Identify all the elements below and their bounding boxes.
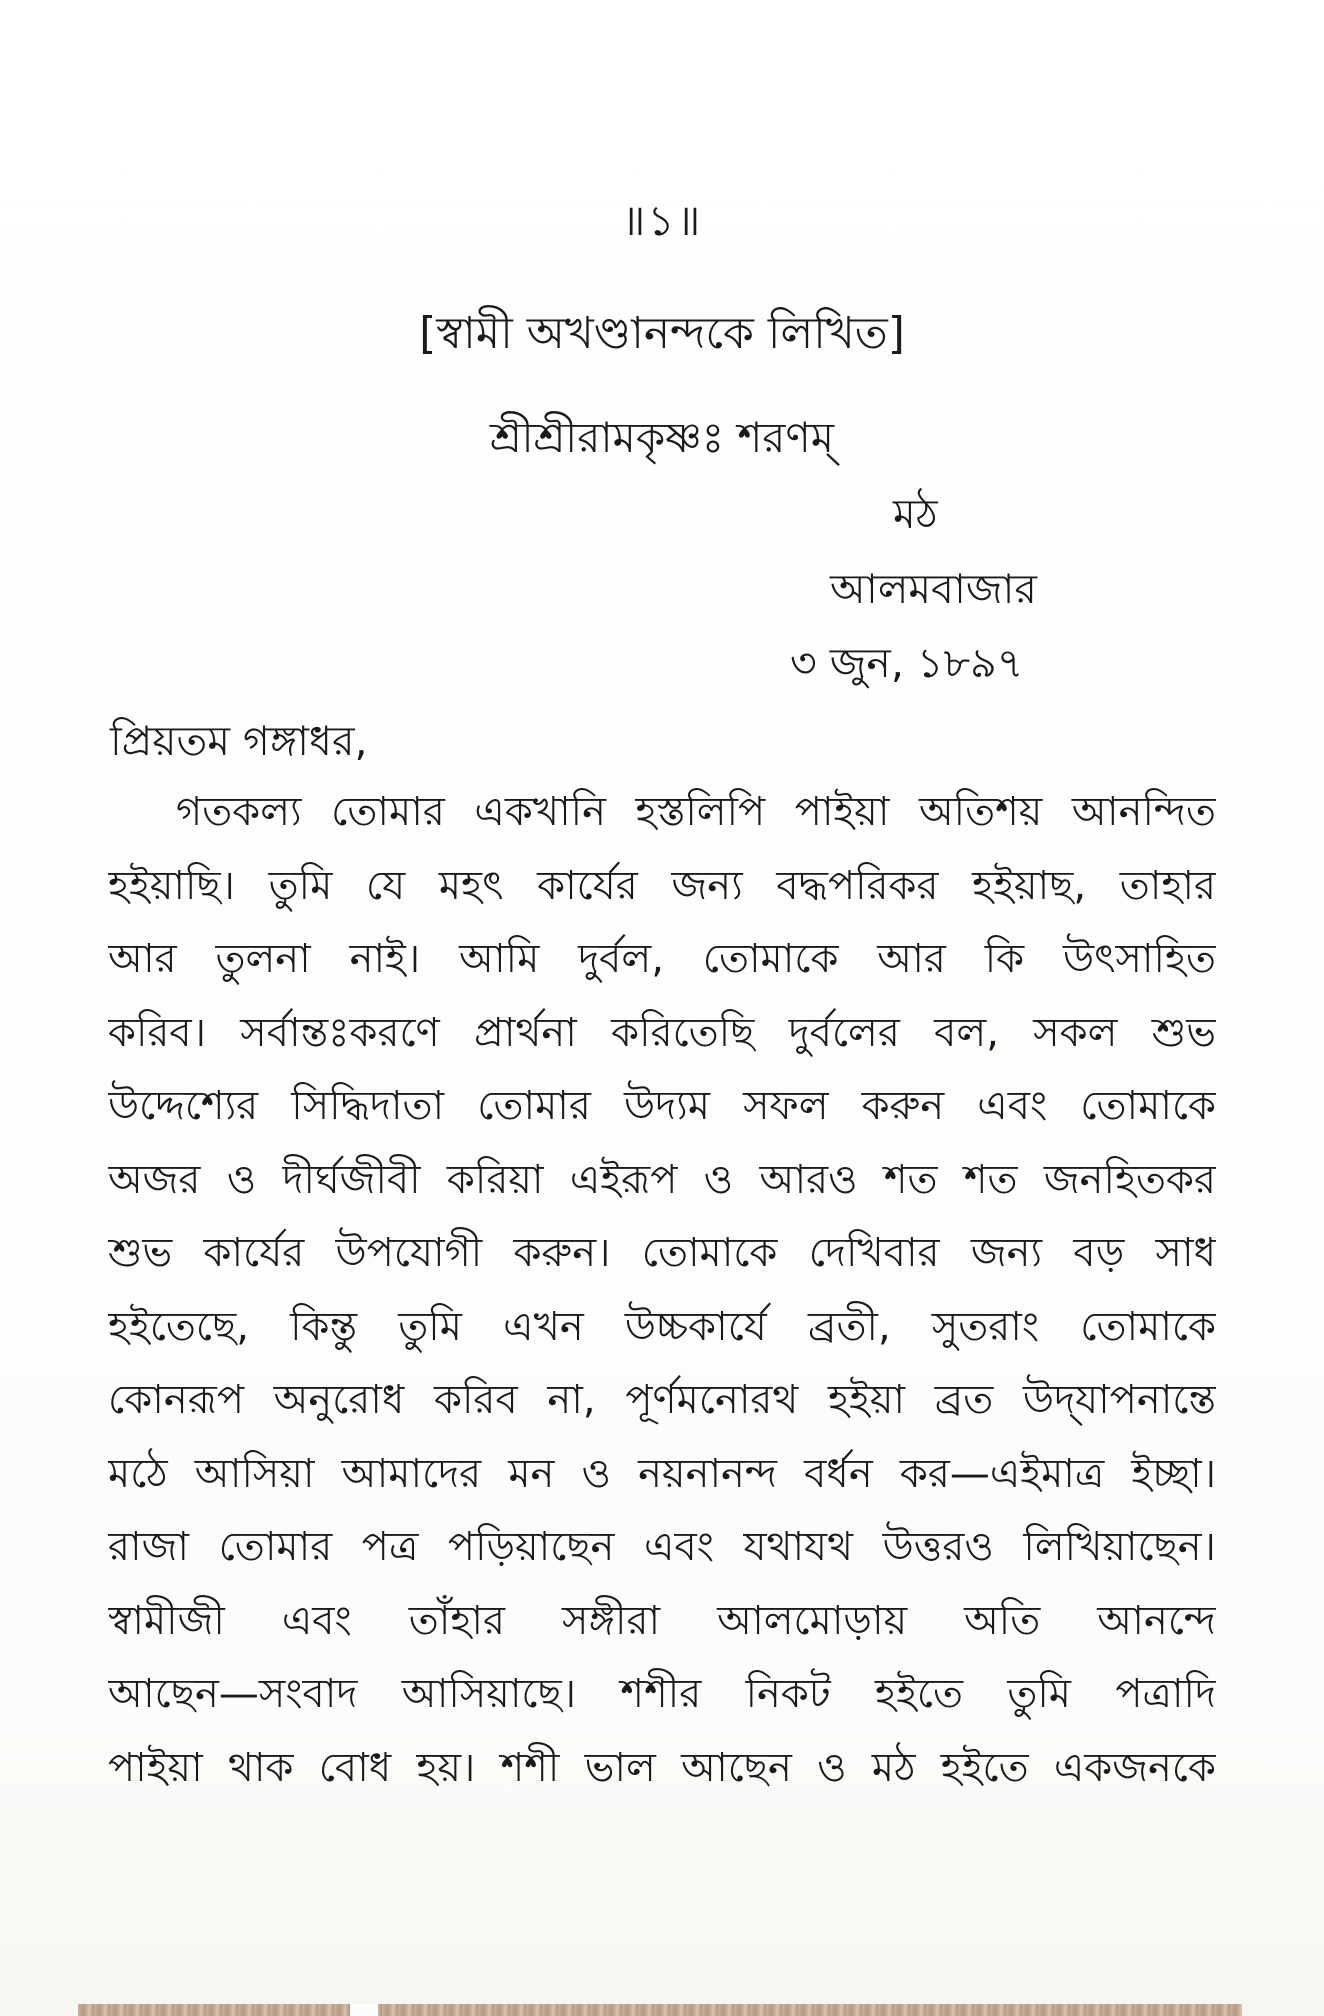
body-line: কোনরূপ অনুরোধ করিব না, পূর্ণমনোরথ হইয়া ব্রত উদ্‌যাপনান্তে [108, 1377, 1216, 1423]
body-line: স্বামীজী এবং তাঁহার সঙ্গীরা আলমোড়ায় অতি আনন্দে [108, 1597, 1216, 1644]
body-line: হইয়াছি। তুমি যে মহৎ কার্যের জন্য বদ্ধপরিকর হইয়াছ, তাহার [108, 862, 1216, 909]
letter-number: ॥১॥ [621, 196, 703, 245]
address-locality: আলমবাজার [830, 565, 1037, 613]
page-bottom-edge [78, 2004, 1242, 2016]
letter-body [108, 776, 1216, 1805]
body-line: উদ্দেশ্যের সিদ্ধিদাতা তোমার উদ্যম সফল করুন এবং তোমাকে [108, 1083, 1216, 1129]
recipient-note: [স্বামী অখণ্ডানন্দকে লিখিত] [419, 308, 905, 359]
body-line: গতকল্য তোমার একখানি হস্তলিপি পাইয়া অতিশয় আনন্দিত [176, 789, 1216, 835]
body-line: রাজা তোমার পত্র পড়িয়াছেন এবং যথাযথ উত্তরও লিখিয়াছেন। [108, 1524, 1216, 1570]
page-edge-gap [350, 2004, 378, 2016]
body-line: অজর ও দীর্ঘজীবী করিয়া এইরূপ ও আরও শত শত জনহিতকর [108, 1156, 1216, 1203]
body-line: করিব। সর্বান্তঃকরণে প্রার্থনা করিতেছি দুর্বলের বল, সকল শুভ [108, 1009, 1216, 1056]
body-line: পাইয়া থাক বোধ হয়। শশী ভাল আছেন ও মঠ হইতে একজনকে [108, 1744, 1216, 1791]
salutation: প্রিয়তম গঙ্গাধর, [110, 717, 368, 765]
body-line: আর তুলনা নাই। আমি দুর্বল, তোমাকে আর কি উৎসাহিত [108, 936, 1216, 982]
address-place: মঠ [893, 490, 938, 538]
body-line: মঠে আসিয়া আমাদের মন ও নয়নানন্দ বর্ধন কর—এইমাত্র ইচ্ছা। [108, 1450, 1216, 1497]
letter-date: ৩ জুন, ১৮৯৭ [790, 639, 1024, 687]
body-line: আছেন—সংবাদ আসিয়াছে। শশীর নিকট হইতে তুমি পত্রাদি [108, 1671, 1216, 1717]
body-line: হইতেছে, কিন্তু তুমি এখন উচ্চকার্যে ব্রতী, সুতরাং তোমাকে [108, 1303, 1216, 1350]
invocation: শ্রীশ্রীরামকৃষ্ণঃ শরণম্ [489, 413, 835, 462]
body-line: শুভ কার্যের উপযোগী করুন। তোমাকে দেখিবার জন্য বড় সাধ [108, 1230, 1216, 1276]
